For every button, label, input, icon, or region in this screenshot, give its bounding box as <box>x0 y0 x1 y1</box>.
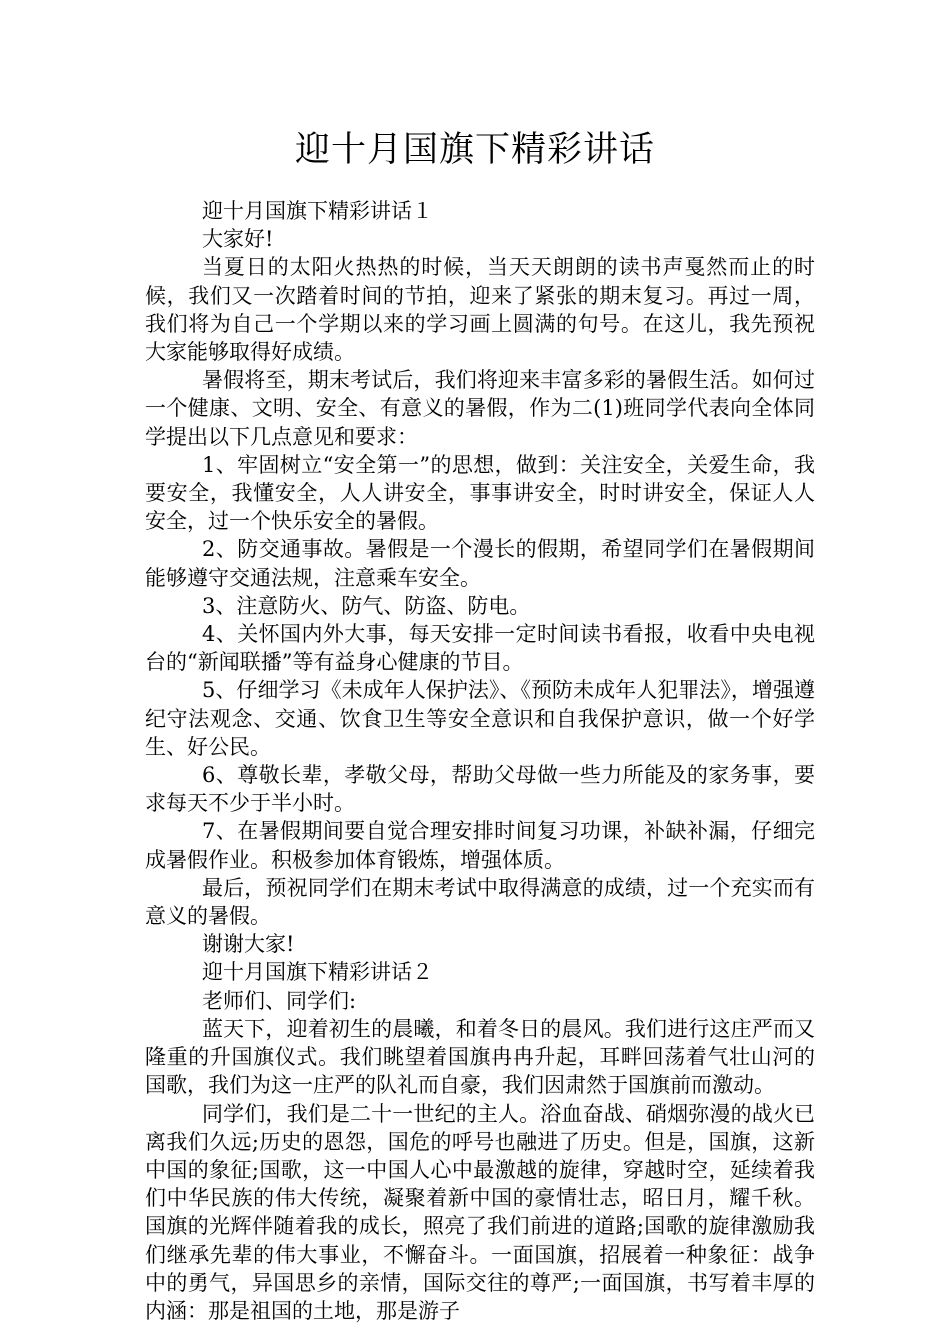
paragraph: 暑假将至，期末考试后，我们将迎来丰富多彩的暑假生活。如何过一个健康、文明、安全、有意义的暑假，作为二(1)班同学代表向全体同学提出以下几点意见和要求： <box>145 368 815 449</box>
paragraph: 同学们，我们是二十一世纪的主人。浴血奋战、硝烟弥漫的战火已离我们久远;历史的恩怨，国危的呼号也融进了历史。但是，国旗，这新中国的象征;国歌，这一中国人心中最激越的旋律，穿越时空，延续着我们中华民族的伟大传统，凝聚着新中国的豪情壮志，昭日月，耀千秋。国旗的光辉伴随着我的成长，照亮了我们前进的道路;国歌的旋律激励我们继承先辈的伟大事业，不懈奋斗。一面国旗，招展着一种象征：战争中的勇气，异国思乡的亲情，国际交往的尊严;一面国旗，书写着丰厚的内涵：那是祖国的土地，那是游子 <box>145 1101 815 1323</box>
document-title: 迎十月国旗下精彩讲话 <box>294 130 655 170</box>
section-heading-2: 迎十月国旗下精彩讲话２ <box>202 960 433 985</box>
list-item: 6、尊敬长辈，孝敬父母，帮助父母做一些力所能及的家务事，要求每天不少于半小时。 <box>145 763 815 816</box>
document-body <box>145 197 815 1325</box>
list-item: 1、牢固树立“安全第一”的思想，做到：关注安全，关爱生命，我要安全，我懂安全，人人讲安全，事事讲安全，时时讲安全，保证人人安全，过一个快乐安全的暑假。 <box>145 452 815 534</box>
paragraph: 蓝天下，迎着初生的晨曦，和着冬日的晨风。我们进行这庄严而又隆重的升国旗仪式。我们眺望着国旗冉冉升起，耳畔回荡着气壮山河的国歌，我们为这一庄严的队礼而自豪，我们因肃然于国旗前而激动。 <box>145 1016 815 1098</box>
list-item: 3、注意防火、防气、防盗、防电。 <box>202 593 531 618</box>
list-item: 4、关怀国内外大事，每天安排一定时间读书看报，收看中央电视台的“新闻联播”等有益身心健康的节目。 <box>145 622 815 675</box>
list-item: 5、仔细学习《未成年人保护法》、《预防未成年人犯罪法》，增强遵纪守法观念、交通、饮食卫生等安全意识和自我保护意识，做一个好学生、好公民。 <box>145 678 815 759</box>
list-item: 2、防交通事故。暑假是一个漫长的假期，希望同学们在暑假期间能够遵守交通法规，注意乘车安全。 <box>145 537 815 590</box>
list-item: 7、在暑假期间要自觉合理安排时间复习功课，补缺补漏，仔细完成暑假作业。积极参加体育锻炼，增强体质。 <box>145 819 815 872</box>
paragraph: 最后，预祝同学们在期末考试中取得满意的成绩，过一个充实而有意义的暑假。 <box>145 875 815 929</box>
closing: 谢谢大家! <box>202 932 295 957</box>
greeting: 大家好! <box>202 227 274 252</box>
paragraph: 当夏日的太阳火热热的时候，当天天朗朗的读书声戛然而止的时候，我们又一次踏着时间的节拍，迎来了紧张的期末复习。再过一周，我们将为自己一个学期以来的学习画上圆满的句号。在这儿，我先预祝大家能够取得好成绩。 <box>145 255 815 365</box>
section-heading-1: 迎十月国旗下精彩讲话１ <box>202 199 433 223</box>
greeting: 老师们、同学们: <box>202 988 357 1013</box>
